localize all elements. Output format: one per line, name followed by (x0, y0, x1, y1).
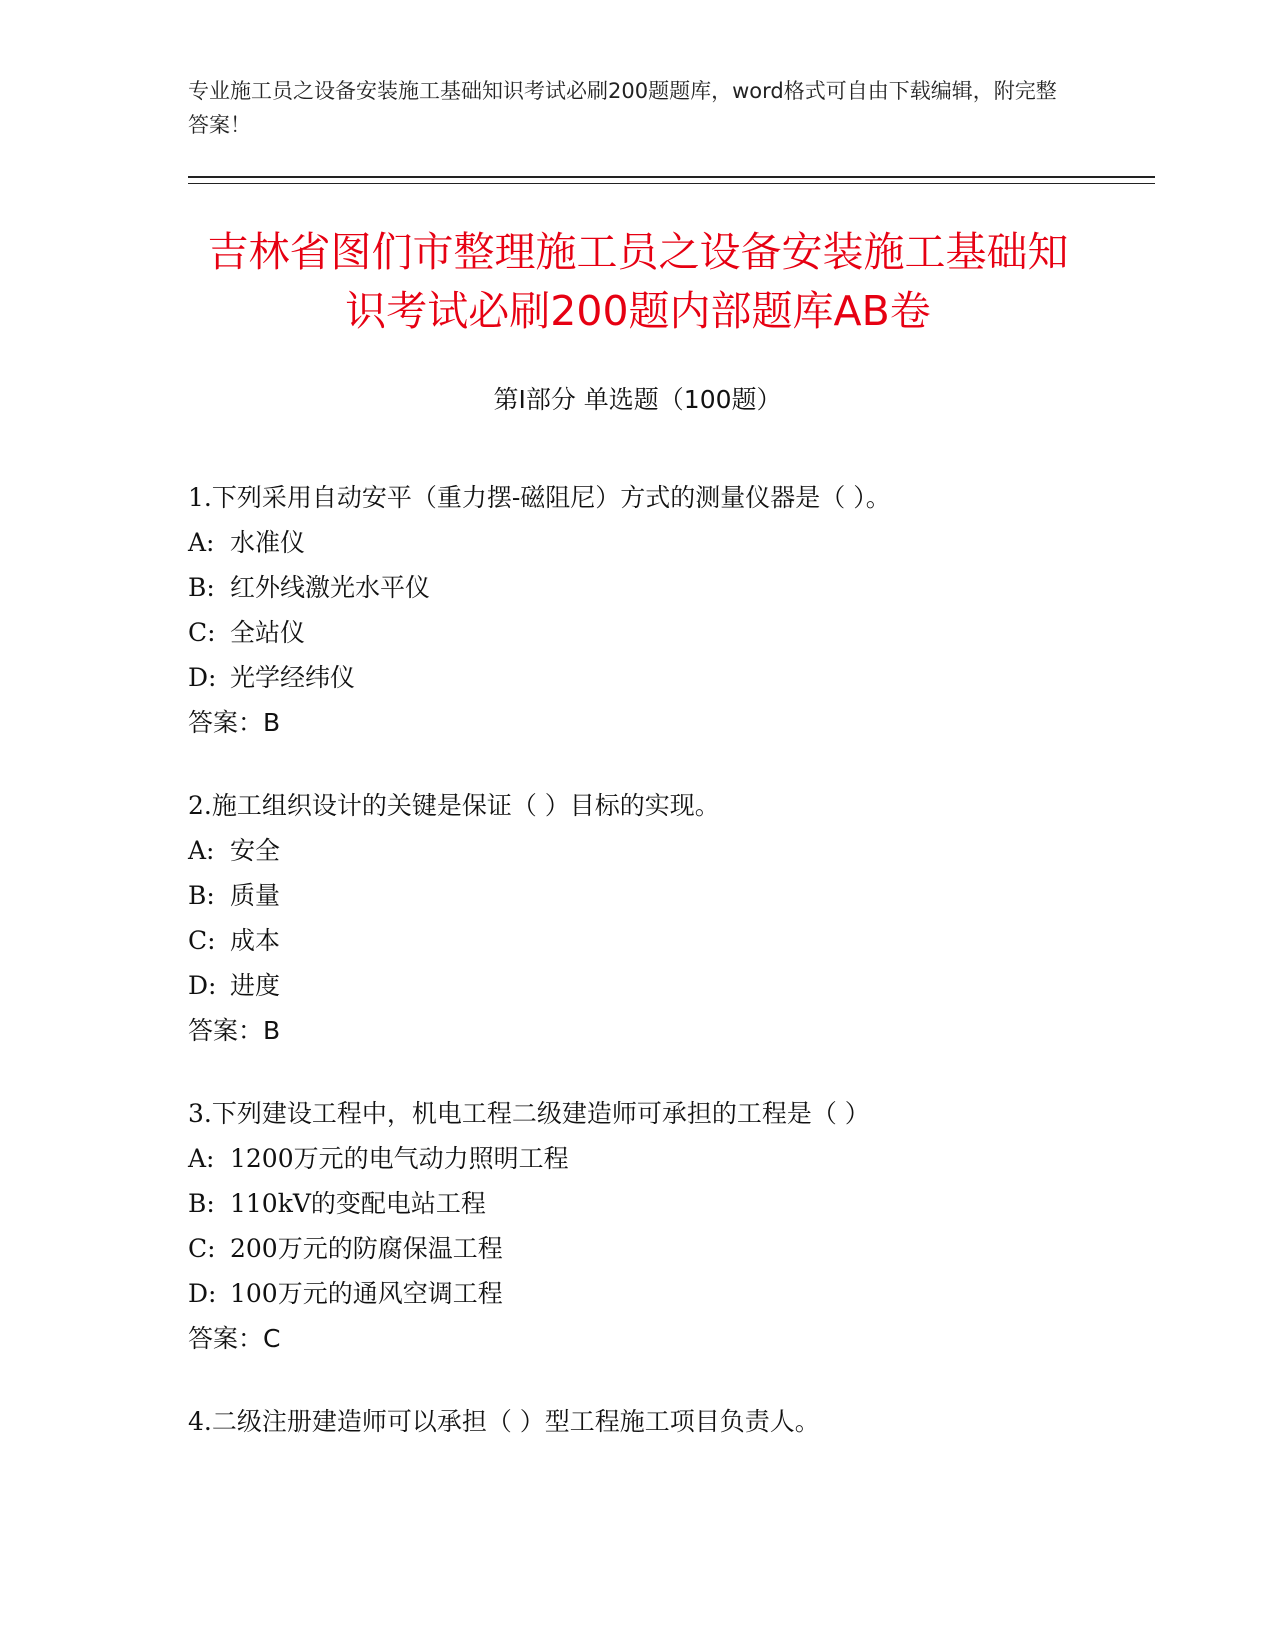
option-text: 红外线激光水平仪 (230, 573, 431, 602)
answer: 答案：B (188, 1016, 281, 1045)
question-1 (188, 475, 1148, 745)
option-text: 光学经纬仪 (230, 663, 356, 692)
option-c (188, 610, 1148, 655)
option-key: B: (188, 881, 215, 910)
option-key: D: (188, 663, 217, 692)
option-d (188, 1271, 1148, 1316)
answer: 答案：B (188, 708, 281, 737)
question-stem: 2.施工组织设计的关键是保证（ ）目标的实现。 (188, 791, 720, 820)
option-text: 水准仪 (230, 528, 306, 557)
option-key: A: (188, 1144, 215, 1173)
header-note: 专业施工员之设备安装施工基础知识考试必刷200题题库，word格式可自由下载编辑，附完整答案！ (188, 79, 1057, 137)
option-key: C: (188, 618, 216, 647)
question-3 (188, 1091, 1148, 1361)
question-stem: 1.下列采用自动安平（重力摆-磁阻尼）方式的测量仪器是（ ）。 (188, 483, 891, 512)
option-text: 100万元的通风空调工程 (230, 1279, 503, 1308)
option-text: 110kV的变配电站工程 (230, 1189, 486, 1218)
option-text: 全站仪 (230, 618, 306, 647)
option-d (188, 963, 1148, 1008)
question-stem: 4.二级注册建造师可以承担（ ）型工程施工项目负责人。 (188, 1407, 820, 1436)
option-key: A: (188, 528, 215, 557)
question-stem: 3.下列建设工程中，机电工程二级建造师可承担的工程是（ ） (188, 1099, 870, 1128)
option-key: C: (188, 926, 216, 955)
option-key: B: (188, 573, 215, 602)
question-2 (188, 783, 1148, 1053)
section-title: 第Ⅰ部分 单选题（100题） (493, 385, 782, 414)
option-text: 安全 (230, 836, 281, 865)
header-divider-thin (188, 183, 1155, 184)
option-a (188, 828, 1148, 873)
option-text: 质量 (230, 881, 281, 910)
answer: 答案：C (188, 1324, 281, 1353)
question-4 (188, 1399, 1148, 1444)
option-text: 1200万元的电气动力照明工程 (230, 1144, 569, 1173)
option-b (188, 565, 1148, 610)
header-divider-thick (188, 176, 1155, 178)
document-title: 吉林省图们市整理施工员之设备安装施工基础知识考试必刷200题内部题库AB卷 (207, 228, 1069, 335)
option-c (188, 918, 1148, 963)
option-a (188, 520, 1148, 565)
option-key: B: (188, 1189, 215, 1218)
option-b (188, 1181, 1148, 1226)
option-b (188, 873, 1148, 918)
option-key: D: (188, 971, 217, 1000)
question-list (188, 475, 1148, 1482)
option-key: A: (188, 836, 215, 865)
option-text: 进度 (230, 971, 281, 1000)
option-text: 成本 (230, 926, 281, 955)
option-d (188, 655, 1148, 700)
option-c (188, 1226, 1148, 1271)
option-a (188, 1136, 1148, 1181)
option-text: 200万元的防腐保温工程 (230, 1234, 503, 1263)
option-key: C: (188, 1234, 216, 1263)
option-key: D: (188, 1279, 217, 1308)
